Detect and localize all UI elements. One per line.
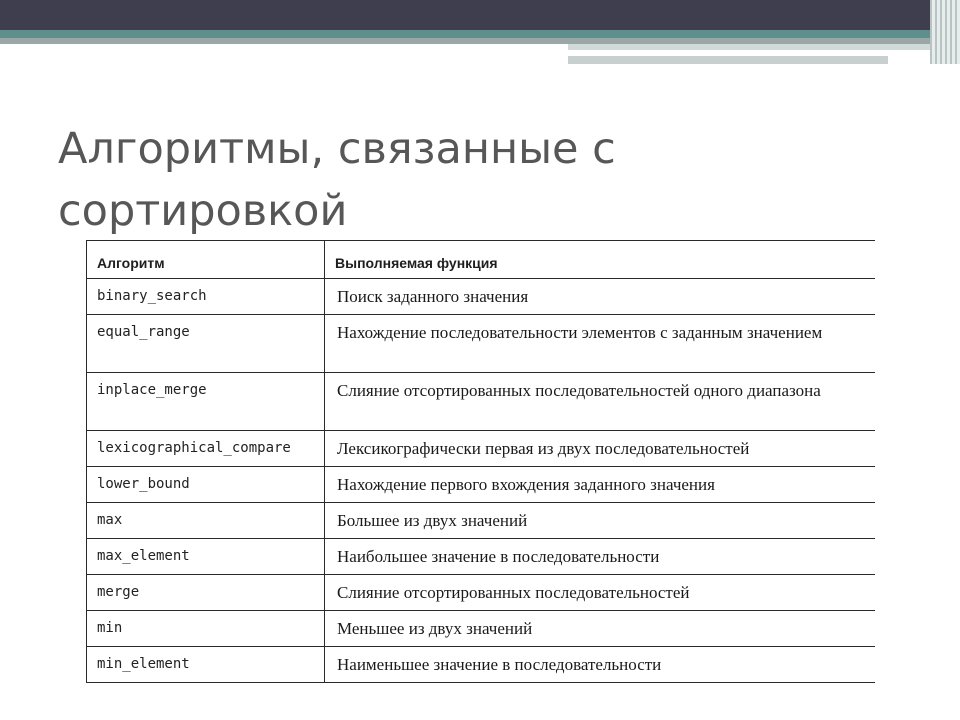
algorithm-cell: max_element — [87, 539, 325, 575]
function-cell: Наибольшее значение в последовательности — [325, 539, 876, 575]
function-cell: Слияние отсортированных последовательностей — [325, 575, 876, 611]
table-row — [87, 373, 876, 431]
algorithm-cell: merge — [87, 575, 325, 611]
algorithm-cell: min_element — [87, 647, 325, 683]
algorithm-cell: equal_range — [87, 315, 325, 373]
algorithms-table — [86, 240, 875, 683]
table-row — [87, 539, 876, 575]
function-cell: Нахождение первого вхождения заданного значения — [325, 467, 876, 503]
algorithms-table-container — [86, 240, 875, 690]
table-row — [87, 315, 876, 373]
table-row — [87, 611, 876, 647]
algorithm-cell: lexicographical_compare — [87, 431, 325, 467]
header-stripe-white — [568, 51, 888, 53]
function-cell: Лексикографически первая из двух последовательностей — [325, 431, 876, 467]
header-stripe-teal — [0, 30, 930, 38]
header-stripe-light-lower — [568, 56, 888, 64]
table-row — [87, 575, 876, 611]
algorithm-cell: binary_search — [87, 279, 325, 315]
table-row — [87, 503, 876, 539]
algorithm-cell: lower_bound — [87, 467, 325, 503]
table-row — [87, 431, 876, 467]
function-cell: Наименьшее значение в последовательности — [325, 647, 876, 683]
header-bar — [0, 0, 960, 30]
table-row — [87, 647, 876, 683]
header-decorative-lines — [930, 0, 960, 64]
table-row — [87, 467, 876, 503]
algorithm-cell: min — [87, 611, 325, 647]
function-cell: Меньшее из двух значений — [325, 611, 876, 647]
table-header-row — [87, 241, 876, 279]
function-cell: Поиск заданного значения — [325, 279, 876, 315]
algorithm-cell: max — [87, 503, 325, 539]
algorithm-cell: inplace_merge — [87, 373, 325, 431]
column-header-algorithm: Алгоритм — [87, 241, 325, 279]
header-stripe-light — [568, 44, 930, 50]
function-cell: Большее из двух значений — [325, 503, 876, 539]
slide-title: Алгоритмы, связанные с сортировкой — [58, 124, 616, 236]
function-cell: Слияние отсортированных последовательностей одного диапазона — [325, 373, 876, 431]
function-cell: Нахождение последовательности элементов с заданным значением — [325, 315, 876, 373]
column-header-function: Выполняемая функция — [325, 241, 876, 279]
table-row — [87, 279, 876, 315]
